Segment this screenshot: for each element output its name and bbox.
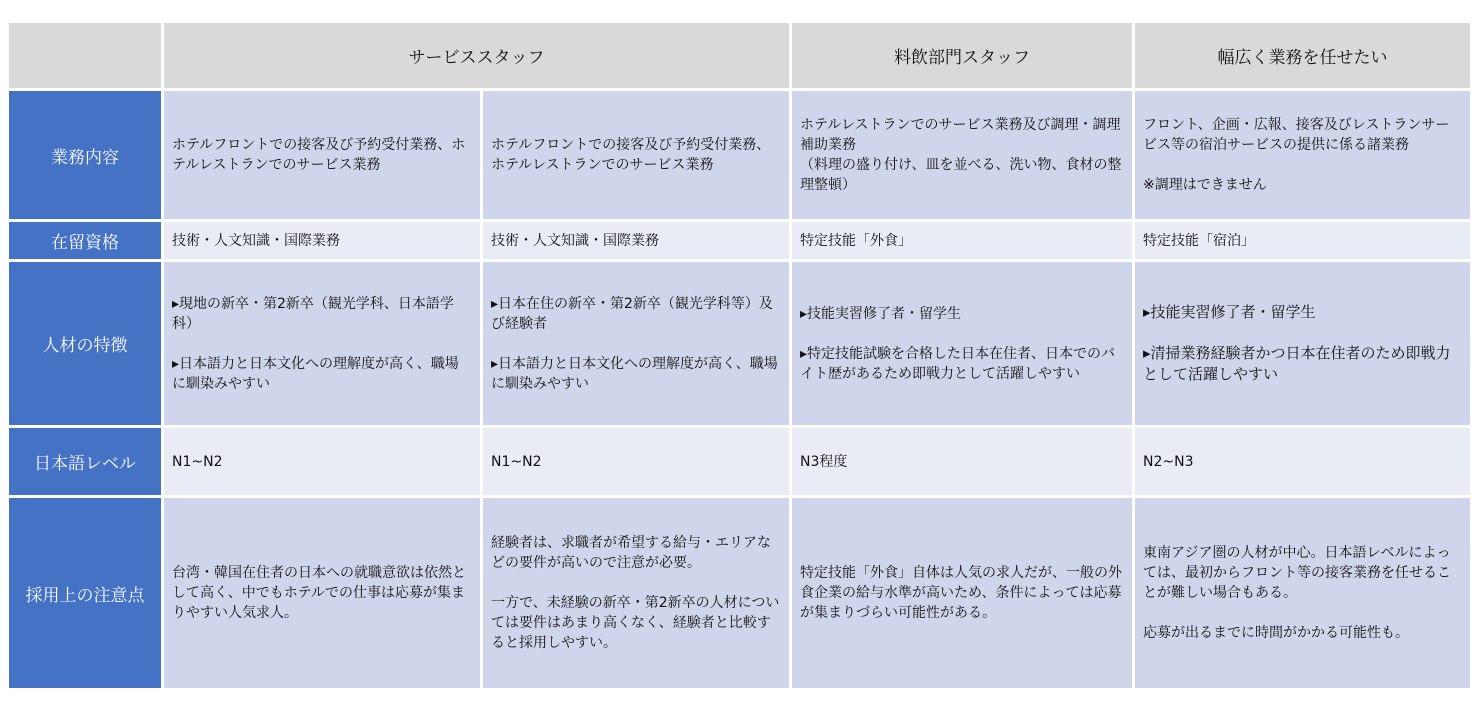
notes-text-2a: 経験者は、求職者が希望する給与・エリアなどの要件が高いので注意が必要。 — [491, 535, 771, 571]
traits-text-4a: ▸技能実習修了者・留学生 — [1143, 303, 1316, 321]
row-label-japanese: 日本語レベル — [9, 428, 161, 495]
notes-text-1: 台湾・韓国在住者の日本への就職意欲は依然として高く、中でもホテルでの仕事は応募が集まりやすい人気求人。 — [172, 565, 466, 621]
business-text-2: ホテルフロントでの接客及び予約受付業務、ホテルレストランでのサービス業務 — [491, 137, 771, 173]
notes-text-4a: 東南アジア圏の人材が中心。日本語レベルによっては、最初からフロント等の接客業務を任せることが難しい場合もある。 — [1143, 545, 1451, 601]
traits-cell-1 — [164, 262, 480, 425]
traits-text-1a: ▸現地の新卒・第2新卒（観光学科、日本語学科） — [172, 295, 454, 332]
traits-text-2b: ▸日本語力と日本文化への理解度が高く、職場に馴染みやすい — [491, 355, 778, 392]
japanese-cell-1: N1~N2 — [164, 428, 480, 495]
notes-cell-3 — [792, 498, 1132, 688]
status-cell-4: 特定技能「宿泊」 — [1135, 222, 1470, 259]
japanese-cell-4: N2~N3 — [1135, 428, 1470, 495]
traits-text-4b: ▸清掃業務経験者かつ日本在住者のため即戦力として活躍しやすい — [1143, 344, 1451, 383]
business-text-4: フロント、企画・広報、接客及びレストランサービス等の宿泊サービスの提供に係る諸業務 — [1143, 117, 1450, 153]
business-text-4b: ※調理はできません — [1143, 177, 1267, 193]
status-cell-2: 技術・人文知識・国際業務 — [483, 222, 789, 259]
business-text-1: ホテルフロントでの接客及び予約受付業務、ホテルレストランでのサービス業務 — [172, 137, 466, 173]
business-cell-4 — [1135, 91, 1470, 219]
header-corner — [9, 23, 161, 88]
traits-text-1b: ▸日本語力と日本文化への理解度が高く、職場に馴染みやすい — [172, 355, 459, 392]
comparison-table — [6, 20, 1473, 691]
status-cell-1: 技術・人文知識・国際業務 — [164, 222, 480, 259]
row-label-notes: 採用上の注意点 — [9, 498, 161, 688]
business-text-3: ホテルレストランでのサービス業務及び調理・調理補助業務 — [800, 117, 1121, 153]
traits-text-2a: ▸日本在住の新卒・第2新卒（観光学科等）及び経験者 — [491, 295, 773, 332]
row-japanese — [9, 428, 1470, 495]
header-row — [9, 23, 1470, 88]
row-notes — [9, 498, 1470, 688]
notes-cell-1 — [164, 498, 480, 688]
notes-text-2b: 一方で、未経験の新卒・第2新卒の人材については要件はあまり高くなく、経験者と比較すると採用しやすい。 — [491, 595, 780, 651]
traits-cell-3 — [792, 262, 1132, 425]
notes-text-3: 特定技能「外食」自体は人気の求人だが、一般の外食企業の給与水準が高いため、条件によっては応募が集まりづらい可能性がある。 — [800, 565, 1122, 621]
business-cell-3 — [792, 91, 1132, 219]
notes-cell-2 — [483, 498, 789, 688]
row-traits — [9, 262, 1470, 425]
status-cell-3: 特定技能「外食」 — [792, 222, 1132, 259]
row-label-business: 業務内容 — [9, 91, 161, 219]
japanese-cell-2: N1~N2 — [483, 428, 789, 495]
business-cell-2 — [483, 91, 789, 219]
notes-text-4b: 応募が出るまでに時間がかかる可能性も。 — [1143, 625, 1409, 641]
traits-cell-4 — [1135, 262, 1470, 425]
japanese-cell-3: N3程度 — [792, 428, 1132, 495]
business-text-3b: （料理の盛り付け、皿を並べる、洗い物、食材の整理整頓） — [800, 157, 1122, 193]
notes-cell-4 — [1135, 498, 1470, 688]
row-business — [9, 91, 1470, 219]
row-label-traits: 人材の特徴 — [9, 262, 161, 425]
header-service-staff: サービススタッフ — [164, 23, 789, 88]
traits-text-3a: ▸技能実習修了者・留学生 — [800, 305, 962, 322]
row-label-status: 在留資格 — [9, 222, 161, 259]
traits-cell-2 — [483, 262, 789, 425]
business-cell-1 — [164, 91, 480, 219]
header-broad-duties: 幅広く業務を任せたい — [1135, 23, 1470, 88]
traits-text-3b: ▸特定技能試験を合格した日本在住者、日本でのバイト歴があるため即戦力として活躍しやすい — [800, 345, 1116, 382]
header-food-staff: 料飲部門スタッフ — [792, 23, 1132, 88]
row-status — [9, 222, 1470, 259]
